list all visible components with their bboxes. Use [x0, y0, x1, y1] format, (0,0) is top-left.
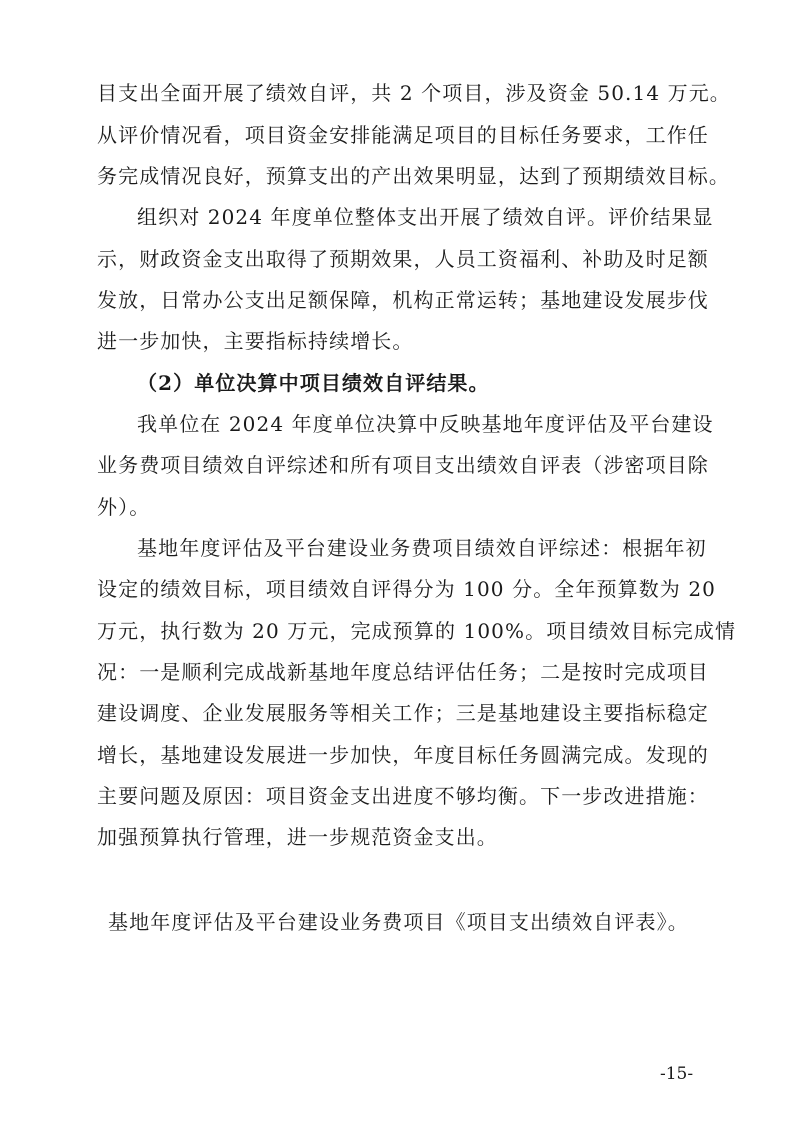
text-line-13: 设定的绩效目标，项目绩效自评得分为 100 分。全年预算数为 20 — [97, 577, 716, 601]
text-line-16: 建设调度、企业发展服务等相关工作；三是基地建设主要指标稳定 — [97, 701, 709, 725]
section-heading: （2）单位决算中项目绩效自评结果。 — [137, 371, 490, 395]
text-line-3: 务完成情况良好，预算支出的产出效果明显，达到了预期绩效目标。 — [97, 164, 730, 188]
text-line-9: 我单位在 2024 年度单位决算中反映基地年度评估及平台建设 — [137, 412, 714, 436]
text-line-4: 组织对 2024 年度单位整体支出开展了绩效自评。评价结果显 — [137, 205, 714, 229]
text-line-11: 外）。 — [97, 495, 151, 519]
text-line-17: 增长，基地建设发展进一步加快，年度目标任务圆满完成。发现的 — [97, 743, 709, 767]
text-line-15: 况：一是顺利完成战新基地年度总结评估任务；二是按时完成项目 — [97, 660, 709, 684]
text-line-14: 万元，执行数为 20 万元，完成预算的 100%。项目绩效目标完成情 — [97, 619, 737, 643]
text-line-2: 从评价情况看，项目资金安排能满足项目的目标任务要求，工作任 — [97, 123, 709, 147]
text-line-5: 示，财政资金支出取得了预期效果，人员工资福利、补助及时足额 — [97, 247, 709, 271]
text-line-18: 主要问题及原因：项目资金支出进度不够均衡。下一步改进措施： — [97, 784, 709, 808]
text-line-19: 加强预算执行管理，进一步规范资金支出。 — [97, 825, 498, 849]
page-number: -15- — [660, 1064, 694, 1084]
text-line-1: 目支出全面开展了绩效自评，共 2 个项目，涉及资金 50.14 万元。 — [97, 81, 731, 105]
text-line-10: 业务费项目绩效自评综述和所有项目支出绩效自评表（涉密项目除 — [97, 453, 709, 477]
text-line-6: 发放，日常办公支出足额保障，机构正常运转；基地建设发展步伐 — [97, 288, 709, 312]
text-line-12: 基地年度评估及平台建设业务费项目绩效自评综述：根据年初 — [137, 536, 707, 560]
text-line-7: 进一步加快，主要指标持续增长。 — [97, 329, 414, 353]
attachment-note: 基地年度评估及平台建设业务费项目《项目支出绩效自评表》。 — [108, 910, 689, 934]
